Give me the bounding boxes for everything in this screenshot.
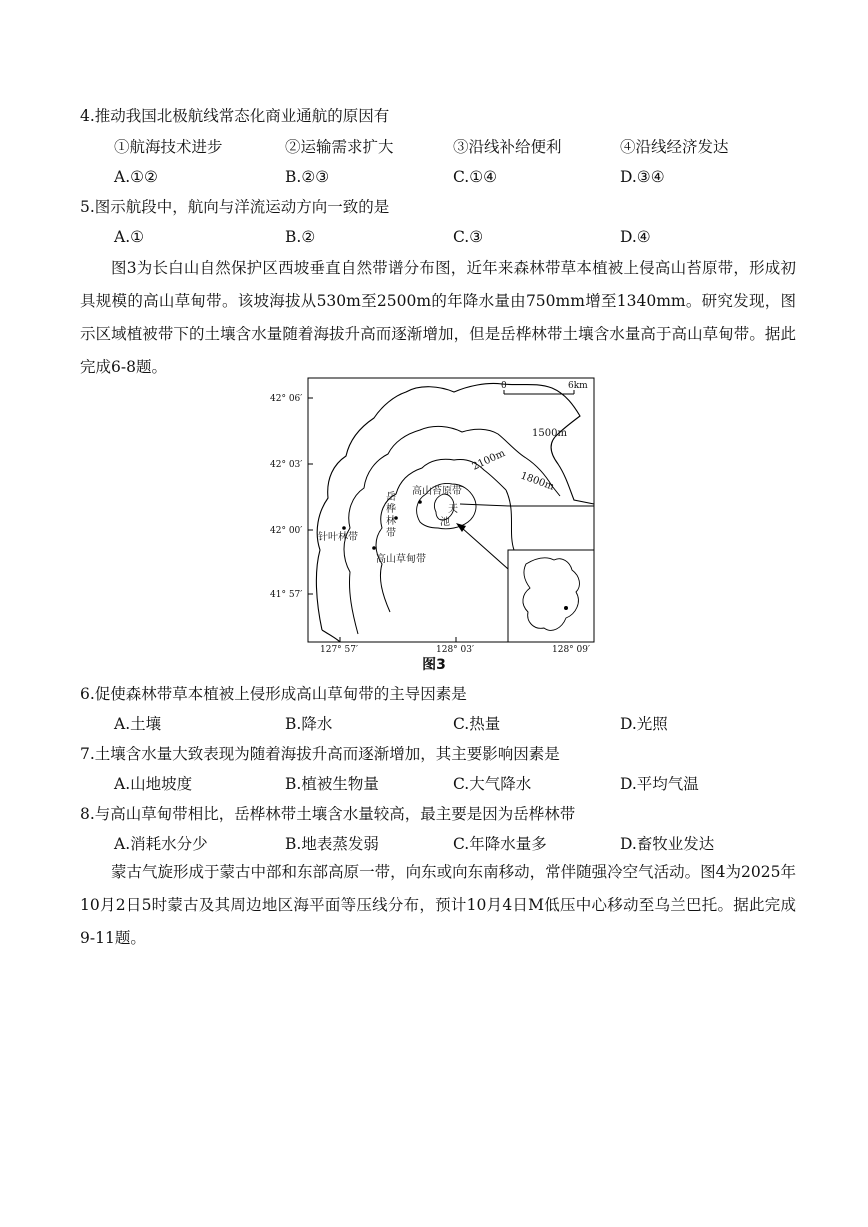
label-birch-2: 桦 bbox=[386, 504, 396, 515]
passage-6-8-text: 图3为长白山自然保护区西坡垂直自然带谱分布图，近年来森林带草本植被上侵高山苔原带，形成初具规模的高山草甸带。该坡海拔从530m至2500m的年降水量由750mm增至1340mm。研究发现，图示区域植被带下的土壤含水量随着海拔升高而逐渐增加，但是岳桦林带土壤含水量高于高山草甸带。据此完成6-8题。 bbox=[80, 259, 796, 376]
figure-3-caption: 图3 bbox=[422, 657, 446, 673]
q4-option-c: C.①④ bbox=[453, 168, 498, 186]
q7-option-d: D.平均气温 bbox=[620, 775, 699, 793]
scale-zero: 0 bbox=[501, 381, 507, 391]
q4-item-2: ②运输需求扩大 bbox=[285, 138, 394, 156]
figure-3-map bbox=[270, 372, 598, 652]
label-meadow: 高山草甸带 bbox=[376, 554, 426, 565]
q4-item-3: ③沿线补给便利 bbox=[453, 138, 562, 156]
figure-3 bbox=[270, 372, 598, 672]
lon-label: 127° 57′ bbox=[320, 645, 359, 652]
q4-option-d: D.③④ bbox=[620, 168, 665, 186]
q7-option-c: C.大气降水 bbox=[453, 775, 532, 793]
question-5-stem: 5.图示航段中，航向与洋流运动方向一致的是 bbox=[80, 198, 390, 216]
label-tianchi-2: 池 bbox=[440, 517, 450, 528]
contour-label-2100: 2100m bbox=[470, 447, 507, 473]
label-conifer: 针叶林带 bbox=[318, 532, 358, 543]
q5-option-a: A.① bbox=[114, 228, 145, 246]
conifer-site-dot bbox=[342, 526, 346, 530]
meadow-site-dot bbox=[372, 546, 376, 550]
lat-label: 42° 06′ bbox=[270, 394, 303, 404]
q8-option-a: A.消耗水分少 bbox=[114, 835, 208, 853]
lat-label: 42° 00′ bbox=[270, 526, 303, 536]
q4-item-1: ①航海技术进步 bbox=[114, 138, 223, 156]
q4-item-4: ④沿线经济发达 bbox=[620, 138, 729, 156]
contour-label-1500: 1500m bbox=[532, 428, 567, 439]
q4-option-a: A.①② bbox=[114, 168, 158, 186]
q5-option-d: D.④ bbox=[620, 228, 651, 246]
contour-label-1800: 1800m bbox=[518, 470, 556, 493]
q5-option-b: B.② bbox=[285, 228, 316, 246]
passage-6-8 bbox=[80, 252, 796, 384]
q5-option-c: C.③ bbox=[453, 228, 484, 246]
q8-option-d: D.畜牧业发达 bbox=[620, 835, 715, 853]
lon-label: 128° 09′ bbox=[552, 645, 591, 652]
label-birch-4: 带 bbox=[386, 528, 396, 539]
lon-label: 128° 03′ bbox=[436, 645, 475, 652]
question-7-stem: 7.土壤含水量大致表现为随着海拔升高而逐渐增加，其主要影响因素是 bbox=[80, 745, 560, 763]
q6-option-c: C.热量 bbox=[453, 715, 501, 733]
q4-option-b: B.②③ bbox=[285, 168, 330, 186]
label-birch-1: 岳 bbox=[386, 492, 396, 503]
tundra-site-dot bbox=[418, 500, 422, 504]
passage-9-11 bbox=[80, 856, 796, 955]
scale-km: 6km bbox=[568, 381, 588, 391]
label-tundra: 高山苔原带 bbox=[412, 486, 462, 497]
q6-option-b: B.降水 bbox=[285, 715, 333, 733]
lat-label: 42° 03′ bbox=[270, 460, 303, 470]
inset-location-dot bbox=[564, 606, 568, 610]
label-birch-3: 林 bbox=[386, 516, 396, 527]
q7-option-a: A.山地坡度 bbox=[114, 775, 193, 793]
question-6-stem: 6.促使森林带草本植被上侵形成高山草甸带的主导因素是 bbox=[80, 685, 467, 703]
inset-map-frame bbox=[508, 550, 594, 642]
q6-option-d: D.光照 bbox=[620, 715, 668, 733]
label-tianchi-1: 天 bbox=[448, 504, 458, 515]
question-4-stem: 4.推动我国北极航线常态化商业通航的原因有 bbox=[80, 107, 390, 125]
lat-label: 41° 57′ bbox=[270, 590, 303, 600]
question-8-stem: 8.与高山草甸带相比，岳桦林带土壤含水量较高，最主要是因为岳桦林带 bbox=[80, 805, 576, 823]
q8-option-c: C.年降水量多 bbox=[453, 835, 547, 853]
q7-option-b: B.植被生物量 bbox=[285, 775, 379, 793]
passage-9-11-text: 蒙古气旋形成于蒙古中部和东部高原一带，向东或向东南移动，常伴随强冷空气活动。图4为2025年10月2日5时蒙古及其周边地区海平面等压线分布，预计10月4日M低压中心移动至乌兰巴托。据此完成9-11题。 bbox=[80, 863, 796, 947]
q6-option-a: A.土壤 bbox=[114, 715, 162, 733]
q8-option-b: B.地表蒸发弱 bbox=[285, 835, 379, 853]
